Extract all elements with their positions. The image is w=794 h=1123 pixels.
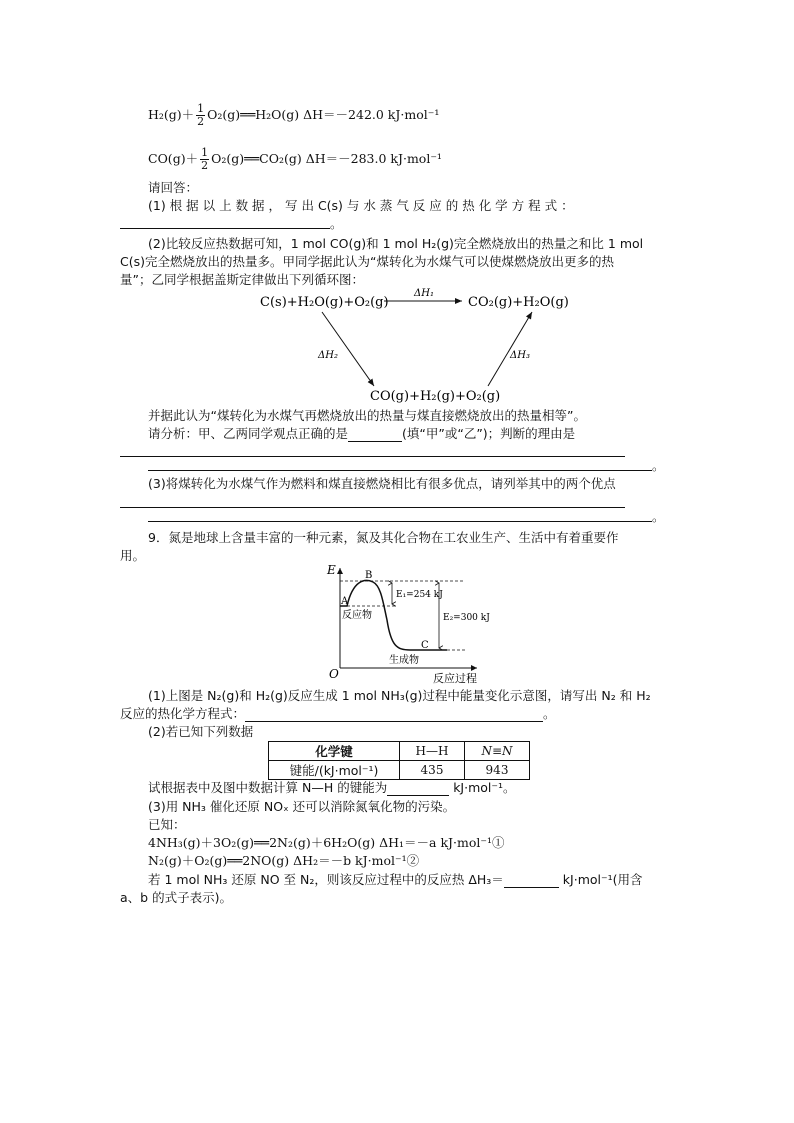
known-label: 已知： [148,817,186,832]
q9-3-answer-blank [504,875,559,888]
q9-3-text: (3)用 NH₃ 催化还原 NOₓ 还可以消除氮氧化物的污染。 [148,799,456,814]
answer-prompt: 请回答： [148,180,199,195]
q2-line1: (2)比较反应热数据可知，1 mol CO(g)和 1 mol H₂(g)完全燃烧放出的热量之和比 1 mol [148,236,644,251]
reactant-label: 反应物 [342,610,372,621]
q2-reason-line1 [120,456,625,457]
equation-h2-combustion [148,103,439,128]
x-axis-label: 反应过程 [433,672,477,684]
q2-line5: 请分析：甲、乙两同学观点正确的是 (填“甲”或“乙”)；判断的理由是 [148,426,576,441]
energy-diagram [325,562,500,684]
e2-label: E₂=300 kJ [443,613,490,623]
cycle-right-state: CO₂(g)+H₂O(g) [468,295,569,310]
q3-text: (3)将煤转化为水煤气作为燃料和煤直接燃烧相比有很多优点，请列举其中的两个优点 [148,476,616,491]
equation-nh3-oxidation: 4NH₃(g)＋3O₂(g)══2N₂(g)＋6H₂O(g) ΔH₁＝－a kJ·mol⁻¹① [148,835,505,850]
table-cell: 943 [465,761,530,780]
table-header-cell: N≡N [465,742,530,761]
q2-line4: 并据此认为“煤转化为水煤气再燃烧放出的热量与煤直接燃烧放出的热量相等”。 [148,408,586,423]
q1-end: 。 [330,216,343,231]
q9-3-ask-end: a、b 的式子表示)。 [120,890,232,905]
q9-1-answer-blank [245,709,543,722]
e1-label: E₁=254 kJ [396,590,443,600]
table-cell: 435 [400,761,465,780]
q3-answer-line1 [120,507,625,508]
q9-1-line2: 反应的热化学方程式： 。 [120,706,556,721]
q3-answer-line2 [148,521,652,522]
q2-line2: C(s)完全燃烧放出的热量多。甲同学据此认为“煤转化为水煤气可以使煤燃烧放出更多的热 [120,254,614,269]
axis-label-e: E [327,563,336,577]
q1-answer-line [120,228,330,229]
origin-label: O [329,667,339,681]
q9-2-answer-blank [387,783,449,796]
eq2-lhs: CO(g)＋ [148,151,199,166]
table-header-row [269,742,530,761]
point-a-label: A [341,596,349,607]
bond-energy-table [268,741,530,780]
p9-line1: 9．氮是地球上含量丰富的一种元素，氮及其化合物在工农业生产、生活中有着重要作 [148,530,619,545]
table-header-cell: H—H [400,742,465,761]
point-c-label: C [421,640,429,651]
q9-2-text: (2)若已知下列数据 [148,724,254,739]
equation-n2-oxidation: N₂(g)＋O₂(g)══2NO(g) ΔH₂＝－b kJ·mol⁻¹② [148,853,420,868]
table-cell: 键能/(kJ·mol⁻¹) [269,761,400,780]
q9-3-ask: 若 1 mol NH₃ 还原 NO 至 N₂，则该反应过程中的反应热 ΔH₃＝ kJ·mol⁻¹(用含 [148,872,643,887]
q3-end: 。 [652,509,665,524]
eq2-fraction: $\frac{1}{2}$ [201,146,209,172]
q9-2-calc: 试根据表中及图中数据计算 N—H 的键能为 kJ·mol⁻¹。 [148,780,516,795]
product-label: 生成物 [389,655,419,666]
q1-text: (1) 根 据 以 上 数 据 ， 写 出 C(s) 与 水 蒸 气 反 应 的 热 化 学 方 程 式 ： [148,198,574,213]
equation-co-combustion [148,147,442,172]
cycle-bottom-state: CO(g)+H₂(g)+O₂(g) [370,389,501,404]
eq1-rhs: O₂(g)══H₂O(g) ΔH＝－242.0 kJ·mol⁻¹ [207,107,440,122]
q2-end: 。 [652,458,665,473]
eq1-fraction: $\frac{1}{2}$ [197,102,205,128]
point-b-label: B [365,570,373,581]
label-dh3: ΔH₃ [510,350,530,361]
eq2-rhs: O₂(g)══CO₂(g) ΔH＝－283.0 kJ·mol⁻¹ [211,151,442,166]
cycle-left-state: C(s)+H₂O(g)+O₂(g) [260,295,389,310]
q2-line3: 量”；乙同学根据盖斯定律做出下列循环图： [120,272,364,287]
p9-line2: 用。 [120,548,146,563]
label-dh1: ΔH₁ [414,288,434,299]
q2-choice-blank [348,429,402,442]
table-header-cell: 化学键 [269,742,400,761]
q9-1-line1: (1)上图是 N₂(g)和 H₂(g)反应生成 1 mol NH₃(g)过程中能量变化示意图，请写出 N₂ 和 H₂ [148,688,651,703]
hess-cycle-diagram [250,284,580,408]
table-row [269,761,530,780]
arrow-dh2 [322,312,374,386]
label-dh2: ΔH₂ [318,350,338,361]
q2-reason-line2 [148,470,652,471]
eq1-lhs: H₂(g)＋ [148,107,195,122]
arrow-dh3 [488,312,532,386]
